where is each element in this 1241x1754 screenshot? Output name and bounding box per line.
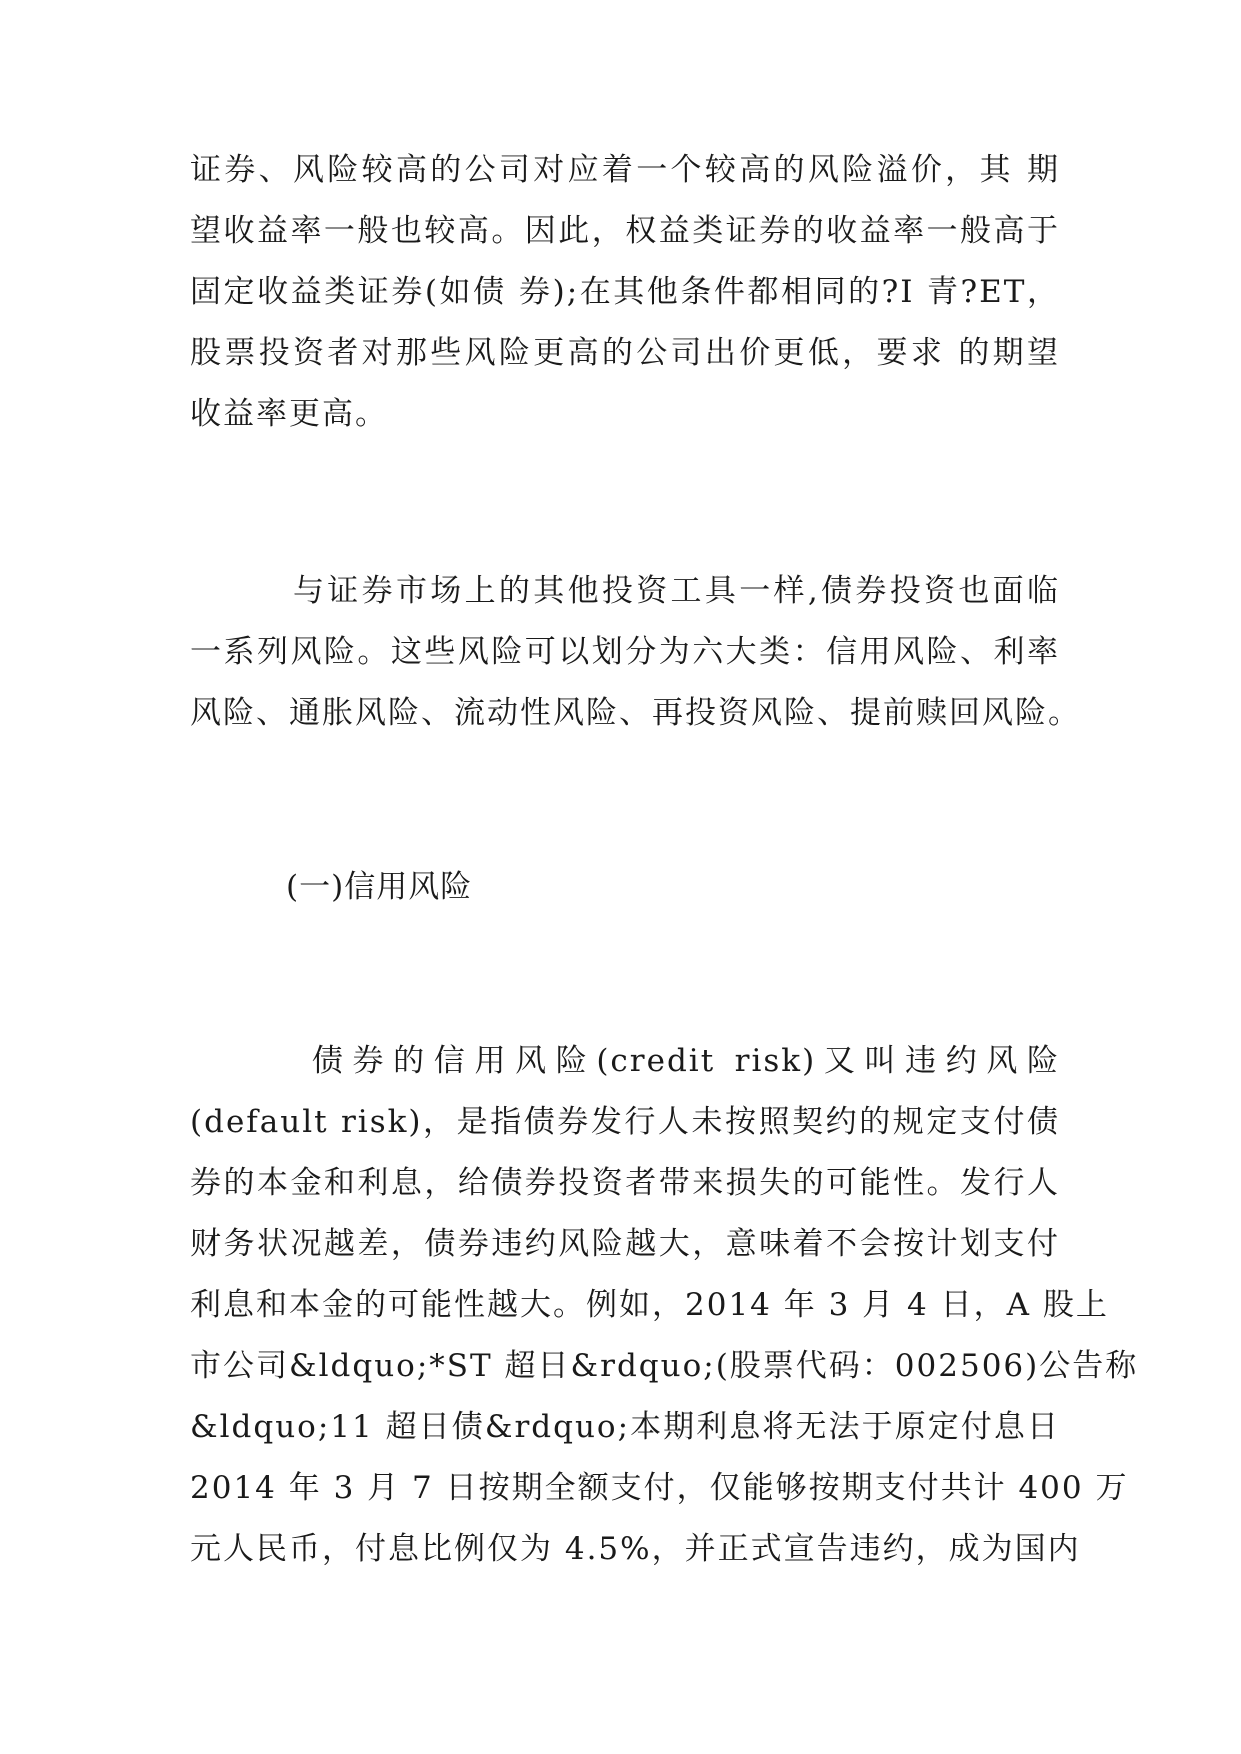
paragraph-3-line-1: 债券的信用风险(credit risk)又叫违约风险 xyxy=(190,1043,1060,1079)
paragraph-3-line-2: (default risk)，是指债券发行人未按照契约的规定支付债 xyxy=(190,1104,1060,1140)
paragraph-3-line-5: 利息和本金的可能性越大。例如，2014 年 3 月 4 日，A 股上 xyxy=(190,1287,1109,1323)
section-heading-credit-risk: (一)信用风险 xyxy=(190,869,473,905)
paragraph-2-line-3: 风险、通胀风险、流动性风险、再投资风险、提前赎回风险。 xyxy=(190,695,1081,731)
paragraph-3-line-9: 元人民币，付息比例仅为 4.5%，并正式宣告违约，成为国内 xyxy=(190,1531,1081,1567)
paragraph-3-line-8: 2014 年 3 月 7 日按期全额支付，仅能够按期支付共计 400 万 xyxy=(190,1470,1129,1506)
paragraph-1-line-1: 证券、风险较高的公司对应着一个较高的风险溢价，其 期 xyxy=(190,152,1060,188)
paragraph-1-line-2: 望收益率一般也较高。因此，权益类证券的收益率一般高于 xyxy=(190,213,1060,249)
paragraph-3-line-4: 财务状况越差，债券违约风险越大，意味着不会按计划支付 xyxy=(190,1226,1060,1262)
paragraph-1-line-4: 股票投资者对那些风险更高的公司出价更低，要求 的期望 xyxy=(190,335,1060,371)
paragraph-3-line-3: 券的本金和利息，给债券投资者带来损失的可能性。发行人 xyxy=(190,1165,1060,1201)
paragraph-2-line-1: 与证券市场上的其他投资工具一样,债券投资也面临 xyxy=(190,573,1060,609)
paragraph-2-line-2: 一系列风险。这些风险可以划分为六大类：信用风险、利率 xyxy=(190,634,1060,670)
paragraph-3-line-7: &ldquo;11 超日债&rdquo;本期利息将无法于原定付息日 xyxy=(190,1409,1060,1445)
paragraph-3-line-6: 市公司&ldquo;*ST 超日&rdquo;(股票代码：002506)公告称 xyxy=(190,1348,1139,1384)
paragraph-1-line-5: 收益率更高。 xyxy=(190,396,388,432)
paragraph-1-line-3: 固定收益类证券(如债 券);在其他条件都相同的?I 青?ET， xyxy=(190,274,1060,310)
